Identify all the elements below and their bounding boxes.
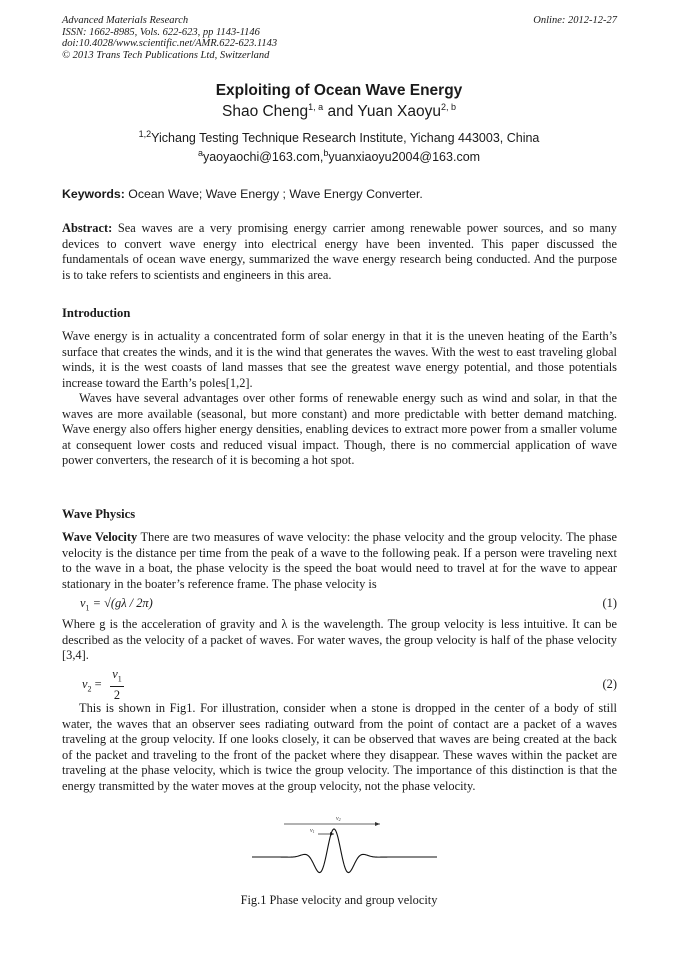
- eq1-rhs: = √(gλ / 2π): [92, 596, 153, 610]
- eq2-numerator-sub: 1: [117, 674, 122, 684]
- email-a[interactable]: yaoyaochi@163.com,: [202, 150, 324, 164]
- wave-velocity-paragraph-3: This is shown in Fig1. For illustration, consider when a stone is dropped in the center of a body of still water, the waves that an observer sees radiating outward from the point of contact are a packet of a waves traveling at the group velocity. If one looks closely, it can be observed that waves are being created at the back of the packet and traveling to the front of the packet where they disappear. These waves within the packet are traveling at the phase velocity, which is twice the group velocity. The importance of this distinction is that the energy transmitted by the water moves at the group velocity, not the phase velocity.: [62, 701, 617, 793]
- eq2-lhs-sub: 2: [87, 684, 92, 694]
- eq2-lhs: v: [82, 677, 88, 691]
- author-2: Yuan Xaoyu: [357, 103, 441, 120]
- wave-physics-heading: Wave Physics: [62, 507, 136, 521]
- introduction-heading: Introduction: [62, 306, 131, 320]
- issn-line: ISSN: 1662-8985, Vols. 622-623, pp 1143-1146: [62, 26, 260, 38]
- author-line: [0, 103, 678, 121]
- affiliation-text: Yichang Testing Technique Research Institute, Yichang 443003, China: [151, 131, 540, 145]
- eq2-equals: =: [94, 677, 102, 691]
- group-velocity-arrowhead: [375, 822, 380, 826]
- paper-title: Exploiting of Ocean Wave Energy: [215, 82, 463, 99]
- eq2-numerator: v: [112, 667, 118, 681]
- author-and: and: [323, 103, 358, 120]
- wave-packet-curve: [252, 829, 437, 873]
- keywords-text: Ocean Wave; Wave Energy ; Wave Energy Converter.: [124, 187, 423, 201]
- online-date: Online: 2012-12-27: [533, 15, 617, 26]
- email-b[interactable]: yuanxiaoyu2004@163.com: [328, 150, 481, 164]
- wave-packet-diagram: [252, 812, 437, 887]
- abstract-text: Sea waves are a very promising energy carrier among renewable power sources, and so many devices to convert wave energy into electrical energy have been invented. This paper discussed the fundamentals of ocean wave energy, summarized the wave energy research being conducted. And the purpose is to take refers to scientists and engineers in this area.: [62, 221, 617, 282]
- wave-velocity-subhead: Wave Velocity: [62, 530, 138, 544]
- author-1: Shao Cheng: [221, 103, 309, 120]
- doi-line: doi:10.4028/www.scientific.net/AMR.622-623.1143: [62, 38, 278, 49]
- keywords: [62, 187, 617, 201]
- affiliation: [0, 128, 678, 145]
- keywords-label: Keywords:: [62, 187, 125, 201]
- affiliation-sup: 1,2: [138, 128, 152, 139]
- author-1-affil: 1, a: [308, 101, 324, 112]
- wave-velocity-paragraph-2: Where g is the acceleration of gravity and λ is the wavelength. The group velocity is less intuitive. It can be described as the velocity of a packet of waves. For water waves, the group velocity is half of the phase velocity [3,4].: [62, 617, 617, 662]
- label-v2: v2: [336, 816, 341, 822]
- copyright-line: © 2013 Trans Tech Publications Ltd, Switzerland: [62, 49, 270, 61]
- email-a-sup: a: [197, 147, 203, 158]
- equation-1: [62, 596, 617, 612]
- author-2-affil: 2, b: [441, 101, 457, 112]
- intro-paragraph-1: Wave energy is in actuality a concentrated form of solar energy in that it is the uneven heating of the Earth’s surface that creates the winds, and it is the wind that generates the waves. With the west to east traveling global winds, it is the west coasts of land masses that see the greatest wave energy potential, and those potentials increase toward the Earth’s poles[1,2].: [62, 329, 617, 390]
- eq2-number: (2): [602, 677, 617, 691]
- eq2-denominator: 2: [113, 688, 121, 703]
- label-v1: v1: [310, 828, 315, 834]
- eq1-number: (1): [602, 596, 617, 610]
- journal-name: Advanced Materials Research: [62, 15, 189, 26]
- email-b-sup: b: [323, 147, 329, 158]
- abstract-label: Abstract:: [62, 221, 113, 235]
- figure-1: [252, 812, 437, 892]
- equation-2: [62, 667, 617, 703]
- eq1-lhs-sub: 1: [85, 603, 90, 613]
- eq1-lhs: v: [80, 596, 86, 610]
- intro-paragraph-2: Waves have several advantages over other forms of renewable energy such as wind and solar, in that the waves are more available (seasonal, but more constant) and more predictable with better demand matching. Wave energy also offers higher energy densities, enabling devices to extract more power from a smaller volume at consequent lower costs and reduced visual impact. Though, there is no commercial application of wave power converters, the research of it is becoming a hot spot.: [62, 391, 617, 467]
- email-line: [0, 147, 678, 164]
- abstract: [62, 221, 617, 283]
- wave-velocity-paragraph: [62, 530, 617, 592]
- journal-header: [62, 15, 617, 61]
- wave-velocity-text: There are two measures of wave velocity: the phase velocity and the group velocity. The phase velocity is the distance per time from the peak of a wave to the following peak. If a person were traveling next to the wave in a boat, the phase velocity is the speed the boat would need to travel at for the wave to appear stationary in the boater’s reference frame. The phase velocity is: [62, 530, 617, 591]
- figure-1-caption: Fig.1 Phase velocity and group velocity: [240, 893, 438, 907]
